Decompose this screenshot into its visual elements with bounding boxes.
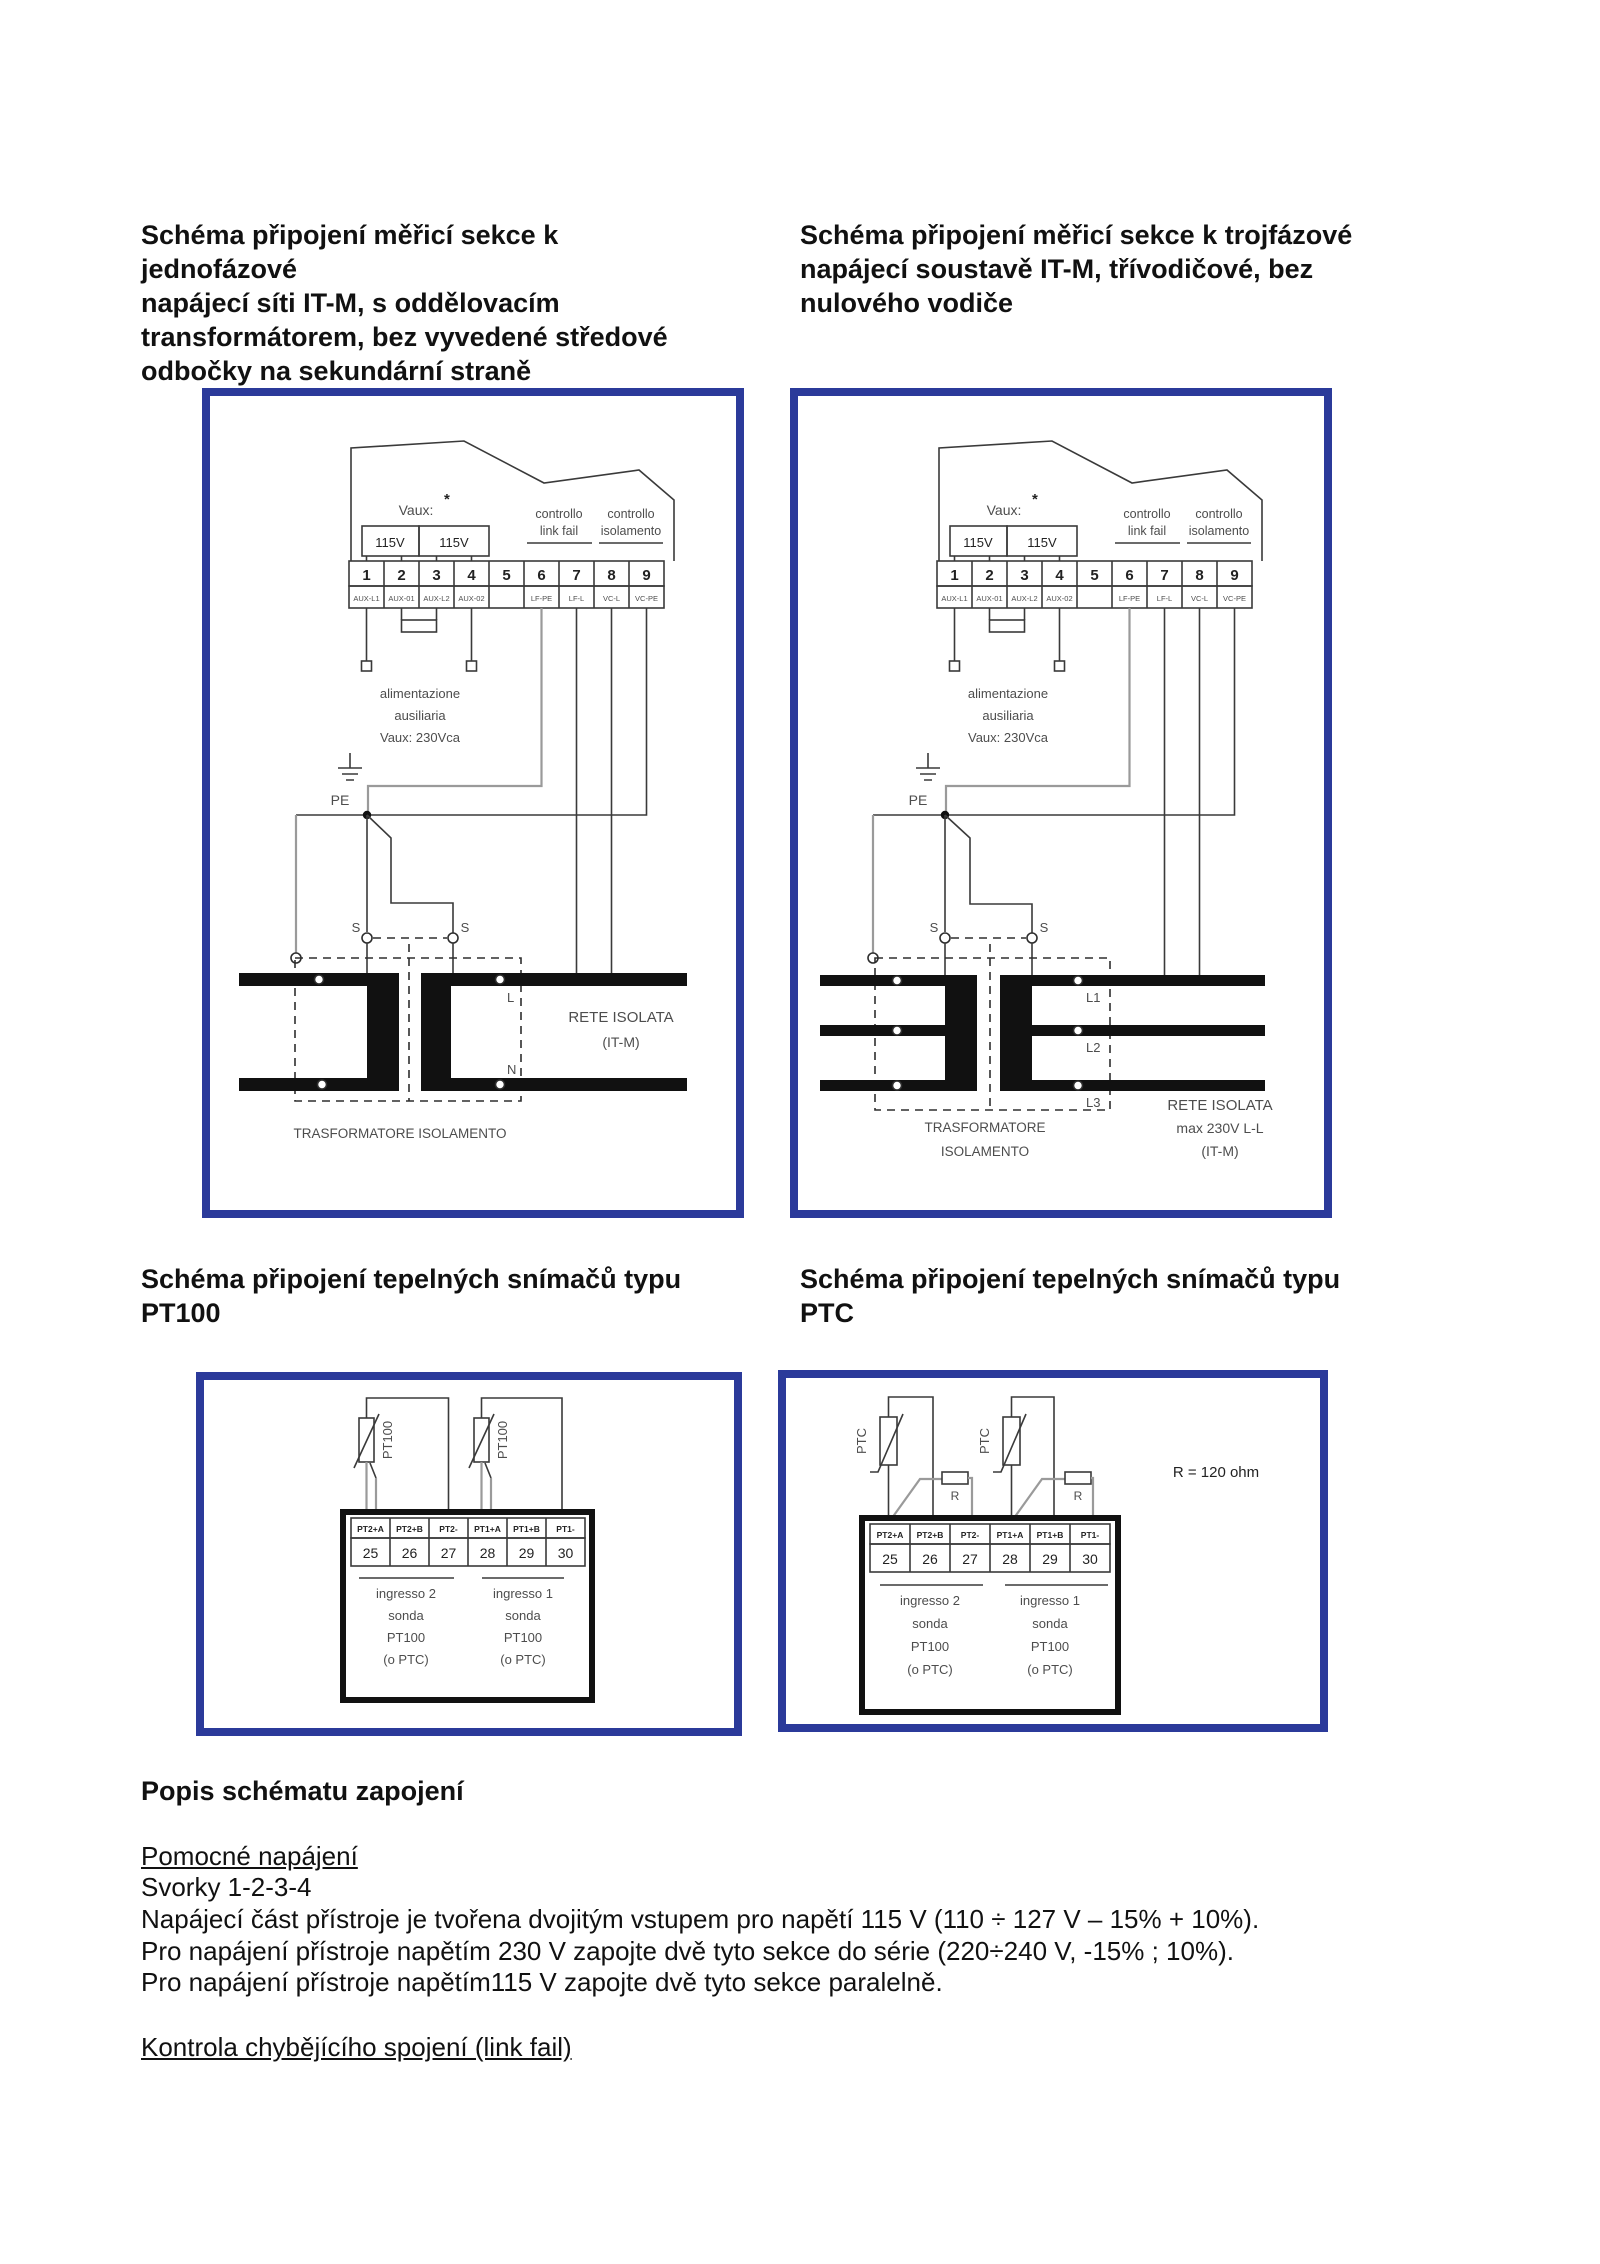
diagram-ptc <box>786 1378 1320 1724</box>
aux-supply-wiring <box>362 608 477 671</box>
diagram-ptc-box <box>778 1370 1328 1732</box>
terminal-label: AUX-L1 <box>941 594 968 603</box>
vaux-label: Vaux: <box>398 502 434 518</box>
input-group-label: ingresso 1 <box>1020 1593 1080 1608</box>
pt100-sensor <box>354 1398 449 1512</box>
input-group-label: sonda <box>388 1608 424 1623</box>
terminal-label: PT2+A <box>357 1524 384 1534</box>
rete-isolata-label: (IT-M) <box>602 1034 640 1050</box>
resistor-label: R <box>1073 1489 1083 1503</box>
input-group-label: (o PTC) <box>907 1662 953 1677</box>
heading-line: Schéma připojení měřicí sekce k jednofázové <box>141 220 559 284</box>
terminal-label: PT2- <box>960 1530 980 1540</box>
description-terminals-line: Svorky 1-2-3-4 <box>141 1872 312 1902</box>
terminal-number: 28 <box>1002 1551 1018 1567</box>
probe-contacts <box>930 920 1049 975</box>
primary-winding <box>945 975 977 1091</box>
input-115v-label: 115V <box>439 535 469 550</box>
vaux-label: Vaux: <box>986 502 1022 518</box>
input-115v-label: 115V <box>963 535 993 550</box>
rete-isolata-label: RETE ISOLATA <box>1167 1097 1273 1114</box>
heading-line: Schéma připojení tepelných snímačů typu <box>141 1264 682 1294</box>
series-jumper <box>402 620 437 632</box>
bus-label-l3: L3 <box>1086 1095 1101 1110</box>
aux-connector <box>1055 661 1065 671</box>
heading-line: odbočky na sekundární straně <box>141 356 532 386</box>
transformer-caption: TRASFORMATORE <box>924 1120 1046 1135</box>
terminal-number: 4 <box>1055 567 1064 584</box>
diagram-three-phase <box>798 396 1324 1210</box>
controllo-linkfail-label: controllo <box>1123 507 1171 521</box>
terminal-label: PT2+A <box>876 1530 904 1540</box>
terminal-label: AUX-02 <box>1046 594 1073 603</box>
terminal-number: 26 <box>922 1551 938 1567</box>
terminal-label: LF-PE <box>1118 594 1141 603</box>
aux-supply-label: alimentazione <box>967 686 1049 701</box>
paragraph-line: Pro napájení přístroje napětím 230 V zapojte dvě tyto sekce do série (220÷240 V, -15% ; 10%). <box>141 1935 1234 1966</box>
terminal-label: VC-PE <box>1223 594 1246 603</box>
input-group-label: (o PTC) <box>1027 1662 1073 1677</box>
input-group-label: ingresso 2 <box>376 1586 436 1601</box>
ptc-sensor <box>854 1397 942 1518</box>
terminal-number: 5 <box>1090 567 1099 584</box>
controllo-isolamento-label: isolamento <box>600 524 662 538</box>
paragraph-line: Napájecí část přístroje je tvořena dvojitým vstupem pro napětí 115 V (110 ÷ 127 V – 15% + 10%). <box>141 1904 1260 1934</box>
heading-line: napájecí soustavě IT-M, třívodičové, bez <box>800 254 1314 284</box>
terminal-number: 1 <box>950 567 959 584</box>
aux-supply-label: ausiliaria <box>982 708 1034 723</box>
controllo-isolamento-label: isolamento <box>1188 524 1250 538</box>
description-title: Popis schématu zapojení <box>141 1776 464 1806</box>
rete-isolata-label: max 230V L-L <box>1176 1120 1264 1136</box>
controllo-linkfail-label: link fail <box>1127 524 1167 538</box>
terminal-number: 25 <box>882 1551 898 1567</box>
terminal-label: LF-L <box>568 594 585 603</box>
diagram-three-phase-box <box>790 388 1332 1218</box>
input-group-label: sonda <box>912 1616 948 1631</box>
terminal-number: 30 <box>557 1545 574 1561</box>
heading-line: PT100 <box>141 1298 221 1328</box>
resistor-value-note: R = 120 ohm <box>1172 1464 1260 1481</box>
terminal-number: 9 <box>642 567 651 584</box>
terminal-label: PT1- <box>556 1524 575 1534</box>
ptc-sensor <box>977 1397 1065 1518</box>
s-contact-label: S <box>460 920 470 935</box>
description-subheading-aux: Pomocné napájení <box>141 1841 358 1871</box>
input-group-label: sonda <box>1032 1616 1068 1631</box>
terminal-label: VC-L <box>602 594 621 603</box>
terminal-number: 26 <box>401 1545 418 1561</box>
terminal-label: PT2- <box>439 1524 458 1534</box>
rete-isolata-label: (IT-M) <box>1201 1143 1239 1159</box>
controllo-isolamento-label: controllo <box>607 507 655 521</box>
terminal-number: 29 <box>518 1545 535 1561</box>
controllo-linkfail-label: link fail <box>539 524 579 538</box>
heading-diagram1 <box>141 218 701 388</box>
secondary-winding <box>421 973 451 1091</box>
primary-winding <box>367 973 399 1091</box>
s-contact-label: S <box>929 920 939 935</box>
aux-supply-label: alimentazione <box>379 686 461 701</box>
terminal-number: 27 <box>440 1545 457 1561</box>
terminal-block <box>862 1518 1118 1712</box>
input-group-label: (o PTC) <box>383 1652 429 1667</box>
terminal-number: 25 <box>362 1545 379 1561</box>
sensor-label: PTC <box>854 1428 869 1454</box>
sensor-label: PT100 <box>495 1420 510 1460</box>
terminal-number: 7 <box>572 567 581 584</box>
resistor-label: R <box>950 1489 960 1503</box>
vaux-star: * <box>444 491 450 508</box>
s-contact-label: S <box>1039 920 1049 935</box>
terminal-number: 7 <box>1160 567 1169 584</box>
heading-line: transformátorem, bez vyvedené středové <box>141 322 668 352</box>
heading-line: nulového vodiče <box>800 288 1014 318</box>
terminal-label: AUX-L2 <box>423 594 450 603</box>
bus-label-l2: L2 <box>1086 1040 1101 1055</box>
isolation-transformer <box>820 944 1265 1110</box>
heading-line: napájecí síti IT-M, s oddělovacím <box>141 288 560 318</box>
bus-label-l: L <box>507 990 515 1005</box>
bus-label-n: N <box>507 1062 517 1077</box>
terminal-label: VC-L <box>1190 594 1209 603</box>
terminal-number: 3 <box>1020 567 1029 584</box>
pe-wiring <box>868 608 1235 963</box>
terminal-number: 27 <box>962 1551 978 1567</box>
heading-line: Schéma připojení měřicí sekce k trojfázové <box>800 220 1353 250</box>
controllo-linkfail-label: controllo <box>535 507 583 521</box>
terminal-label: PT1+B <box>1036 1530 1064 1540</box>
aux-connector <box>362 661 372 671</box>
terminal-label: AUX-01 <box>976 594 1003 603</box>
terminal-number: 30 <box>1082 1551 1098 1567</box>
vaux-star: * <box>1032 491 1038 508</box>
terminal-strip <box>349 561 664 608</box>
terminal-label: LF-PE <box>530 594 553 603</box>
terminal-label: LF-L <box>1156 594 1173 603</box>
aux-supply-label: Vaux: 230Vca <box>968 730 1048 745</box>
heading-line: Schéma připojení tepelných snímačů typu <box>800 1264 1341 1294</box>
input-115v-label: 115V <box>1027 535 1057 550</box>
heading-diagram2 <box>800 218 1360 320</box>
diagram-pt100-box <box>196 1372 742 1736</box>
series-jumper <box>990 620 1025 632</box>
pe-label: PE <box>330 792 350 808</box>
input-115v-label: 115V <box>375 535 405 550</box>
aux-supply-label: Vaux: 230Vca <box>380 730 460 745</box>
rete-isolata-label: RETE ISOLATA <box>568 1009 674 1026</box>
pe-label: PE <box>908 792 928 808</box>
terminal-label: PT1+A <box>996 1530 1024 1540</box>
input-group-label: PT100 <box>1030 1639 1070 1654</box>
diagram-pt100 <box>204 1380 734 1728</box>
terminal-label: AUX-02 <box>458 594 485 603</box>
terminal-number: 6 <box>537 567 546 584</box>
line-wires <box>1165 608 1200 975</box>
terminal-number: 29 <box>1042 1551 1058 1567</box>
transformer-caption: TRASFORMATORE ISOLAMENTO <box>293 1126 507 1141</box>
terminal-number: 1 <box>362 567 371 584</box>
sensor-label: PT100 <box>380 1420 395 1460</box>
terminal-label: PT2+B <box>916 1530 944 1540</box>
aux-supply-label: ausiliaria <box>394 708 446 723</box>
description-paragraph <box>141 1904 1481 1999</box>
terminal-number: 9 <box>1230 567 1239 584</box>
description-subheading-linkfail: Kontrola chybějícího spojení (link fail) <box>141 2032 572 2062</box>
paragraph-line: Pro napájení přístroje napětím115 V zapojte dvě tyto sekce paralelně. <box>141 1967 943 1997</box>
input-group-label: PT100 <box>386 1630 426 1645</box>
terminal-number: 6 <box>1125 567 1134 584</box>
terminal-label: PT2+B <box>396 1524 423 1534</box>
diagram-single-phase-box <box>202 388 744 1218</box>
terminal-number: 2 <box>397 567 406 584</box>
input-group-label: sonda <box>505 1608 541 1623</box>
terminal-number: 8 <box>607 567 616 584</box>
sensor-label: PTC <box>977 1428 992 1454</box>
input-group-label: PT100 <box>503 1630 543 1645</box>
terminal-block <box>343 1512 592 1700</box>
line-wires <box>577 608 612 973</box>
input-group-label: (o PTC) <box>500 1652 546 1667</box>
s-contact-label: S <box>351 920 361 935</box>
heading-diagram4 <box>800 1262 1360 1330</box>
diagram-single-phase <box>210 396 736 1210</box>
terminal-label: PT1- <box>1080 1530 1100 1540</box>
aux-connector <box>950 661 960 671</box>
aux-connector <box>467 661 477 671</box>
earth-icon <box>916 753 940 780</box>
resistor <box>942 1472 972 1518</box>
terminal-strip <box>937 561 1252 608</box>
terminal-number: 8 <box>1195 567 1204 584</box>
probe-contacts <box>352 920 470 973</box>
heading-diagram3 <box>141 1262 701 1330</box>
terminal-label: AUX-L2 <box>1011 594 1038 603</box>
controllo-isolamento-label: controllo <box>1195 507 1243 521</box>
terminal-number: 2 <box>985 567 994 584</box>
terminal-label: AUX-L1 <box>353 594 380 603</box>
earth-icon <box>338 753 362 780</box>
aux-supply-wiring <box>950 608 1065 671</box>
terminal-label: PT1+B <box>513 1524 540 1534</box>
secondary-winding <box>1000 975 1032 1091</box>
resistor <box>1065 1472 1093 1518</box>
heading-line: PTC <box>800 1298 854 1328</box>
bus-label-l1: L1 <box>1086 990 1101 1005</box>
transformer-caption: ISOLAMENTO <box>940 1144 1030 1159</box>
input-group-label: ingresso 2 <box>900 1593 960 1608</box>
input-group-label: ingresso 1 <box>493 1586 553 1601</box>
terminal-label: VC-PE <box>635 594 658 603</box>
terminal-number: 28 <box>479 1545 496 1561</box>
terminal-number: 5 <box>502 567 511 584</box>
terminal-number: 4 <box>467 567 476 584</box>
terminal-number: 3 <box>432 567 441 584</box>
input-group-label: PT100 <box>910 1639 950 1654</box>
terminal-label: PT1+A <box>474 1524 501 1534</box>
pt100-sensor <box>469 1398 562 1512</box>
terminal-label: AUX-01 <box>388 594 415 603</box>
